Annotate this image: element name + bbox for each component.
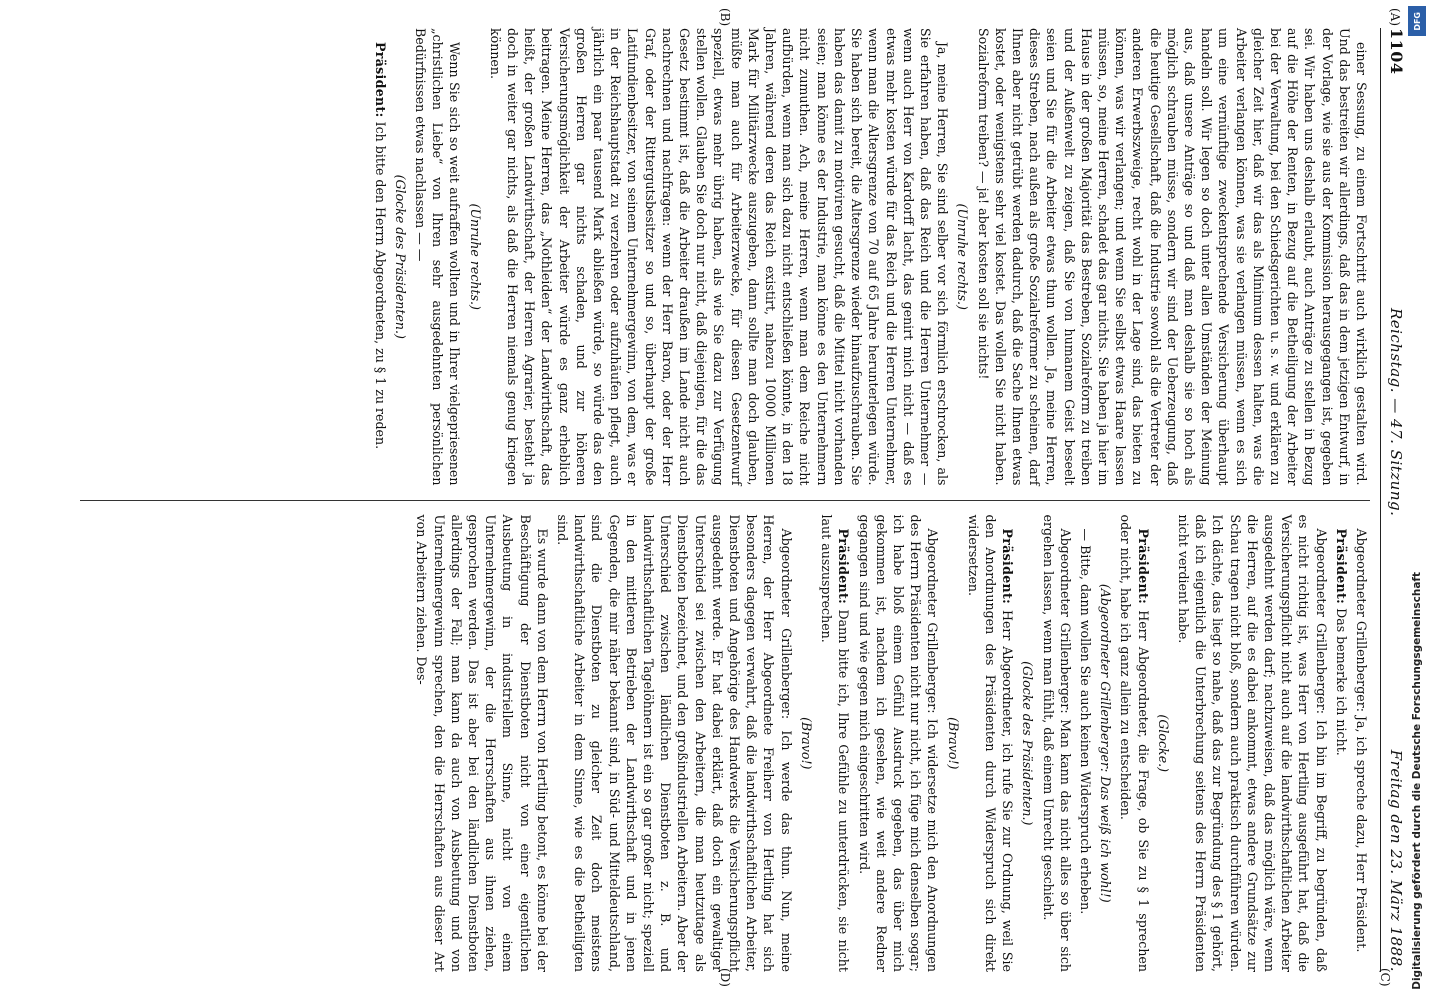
dfg-logo: DFG [1408,6,1426,36]
text-columns [80,28,1370,972]
digitization-note [1406,10,1428,990]
paragraph: Abgeordneter Grillenberger: Man kann das nicht alles so über sich ergehen lassen, wenn man fühlt, daß einem Unrecht geschieht. [1040,514,1073,972]
paragraph: Ja, meine Herren, Sie sind selber vor sich förmlich erschrocken, als Sie erfahren haben, daß das Reich und die Herren Unternehmer — wenn auch Herr von Kardorff lacht, das genirt mich nicht — daß es etwas mehr kosten würde für das Reich und die Herren Unternehmer, wenn man die Altersgrenze von 70 auf 65 Jahre herunterlegen würde. Sie haben sich bereit, die Altersgrenze wieder hinaufzuschrauben. Sie haben das damit zu motiviren gesucht, daß die Mittel nicht vorhanden seien; man könne es der Industrie, man könne es den Unternehmern nicht zumuthen. Ach, meine Herren, wenn man dem Reiche nicht aufbürden, wenn man sich dazu nicht entschließen könnte, in den 18 Jahren, während deren das Reich existirt, nahezu 10000 Millionen Mark für Militärzwecke auszugeben, dann sollte man doch glauben, müßte man auch für Arbeiterzwecke, für diesen Gesetzentwurf speziell, etwas mehr übrig haben, als wie Sie dazu zur Verfügung stellen wollen. Glauben Sie doch nur nicht, daß diejenigen, für die das Gesetz bestimmt ist, daß die Arbeiter draußen im Lande nicht auch nachrechnen und nachfragen: wenn der Herr Baron, oder der Herr Graf, oder der Rittergutsbesitzer so und so, überhaupt der große Latifundienbesitzer, von seinem Unternehmergewinn, von dem, was er in der Reichshauptstadt zu verzehren oder aufzuhäufen pflegt, auch jährlich ein paar tausend Mark abließen würde, so würde das den großen Herren gar nichts schaden, und zur höheren Versicherungsmöglichkeit der Arbeiter würde es ganz erheblich beitragen. Meine Herren, das „Nothleiden“ der Landwirthschaft, das heißt, der großen Landwirthschaft, der Herren Agrarier, besteht ja doch in weiter gar nichts, als daß die Herren niemals genug kriegen können. [487,28,951,486]
speaker-name: Präsident: [836,528,852,605]
paragraph [818,515,852,973]
interjection: (Bravo!) [945,717,961,770]
margin-mark-b: (B) [718,8,732,27]
paragraph [371,28,388,486]
speech-text: Das bemerke ich nicht. [1333,608,1349,756]
paragraph: Es wurde dann von dem Herrn von Hertling betont, es könne bei der Beschäftigung der Dienstboten nicht von einer eigentlichen Ausbeutung in industriellem Sinne, nicht von einem Unternehmergewinn, der die Herrschaften aus ihnen ziehen, gesprochen werden. Das ist aber bei den ländlichen Dienstboten allerdings der Fall; man kann da auch von Ausbeutung und von Unternehmergewinn sprechen, den die Herrschaften aus dieser Art von Arbeitern ziehen. Des- [414,514,550,972]
margin-mark-c: (C) [1378,968,1392,987]
paragraph: Abgeordneter Grillenberger: Ja, ich spreche dazu, Herr Präsident. [1354,528,1369,953]
paragraph: einer Sessung, zu einem Fortschritt auch wirklich gestalten wird. Und das bestreiten wir allerdings, daß das in dem jetzigen Entwurf, in der Vorlage, wie sie aus der Kommission herausgegangen ist, gegeben sei. Wir haben uns deshalb erlaubt, auch Anträge zu stellen in Bezug auf die Höhe der Renten, in Bezug auf die Betheiligung der Arbeiter bei der Verwaltung, bei den Schiedsgerichten u. s. w. und erklären zu gleicher Zeit hier, daß wir das als Minimum dessen halten, was die Arbeiter verlangen können, was sie verlangen müssen, wenn es sich um eine vernünftige zweckentsprechende Versicherung überhaupt handeln soll. Wir legen so doch unter allen Umständen der Meinung aus, daß unsere Anträge so und daß man deshalb sie so hoch als möglich schrauben müsse, sondern wir sind der Ueberzeugung, daß die heutige Gesellschaft, daß die Industrie sowohl als die Vertreter der anderen Erwerbszweige, recht wohl in der Lage sind, das bieten zu können, was wir verlangen; und wenn Sie selbst etwas Haare lassen müssen, so, meine Herren, schadet das gar nichts. Sie haben ja hier im Hause in der großen Majorität das Bestreben, Sozialreform zu treiben und der Außenwelt zu zeigen, daß Sie von humanem Geist beseelt seien und Sie für die Arbeiter etwas thun wollen. Ja, meine Herren, dieses Streben, nach außen als große Sozialreformer zu scheinen, darf Ihnen aber nicht getrübt werden dadurch, daß die Sache Ihnen etwas kostet, oder wenigstens sehr viel kostet. Das wollen Sie nicht haben. Sozialreform treiben? — ja! aber kosten soll sie nichts! [975,28,1369,486]
header-date: Freitag den 23. März 1888. [1387,749,1405,972]
margin-mark-a: (A) [1388,8,1402,27]
digitization-note-text: Digitalisierung gefördert durch die Deutsche Forschungsgemeinschaft [1411,572,1423,990]
paragraph [1333,515,1350,973]
column-rule [80,500,1370,501]
speech-text: Ich bitte den Herrn Abgeordneten, zu § 1 zu reden. [372,121,388,450]
interjection: (Unruhe rechts.) [467,203,483,310]
speech-text: Herr Abgeordneter, ich rufe Sie zur Ordnung, weil Sie den Anordnungen des Präsidenten durch Widerspruch sich direkt widersetzen. [965,514,1016,972]
paragraph: Abgeordneter Grillenberger: Ich widersetze mich den Anordnungen des Herrn Präsidenten nicht nur nicht, ich füge mich denselben sogar; ich habe bloß einem Gefühl Ausdruck gegeben, das über mich gekommen ist, nachdem ich gesehen, wie weit andere Redner gegangen sind und wie gegen mich eingeschritten wird. [856,514,941,972]
speaker-name: Präsident: [1000,528,1016,605]
interjection: (Glocke des Präsidenten.) [1020,661,1036,826]
paragraph: Wenn Sie sich so weit aufraffen wollten und in Ihrer vielgepriesenen „christlichen Liebe“ von Ihren sehr ausgedehnten persönlichen Bedürfnissen etwas nachlassen — — [413,28,463,486]
paragraph: Abgeordneter Grillenberger: Ich bin im Begriff, zu begründen, daß es nicht richtig ist, was Herr von Hertling ausgeführt hat, daß die Versicherungspflicht nicht auch auf die landwirthschaftlichen Arbeiter ausgedehnt werden darf; nachzuweisen, daß das möglich wäre, wenn die Herren, auf die es dabei ankommt, etwas andere Grundsätze zur Schau tragen nicht bloß, sondern auch praktisch durchführen würden. Ich dächte, das liegt so nahe, daß das zur Begründung des § 1 gehört, daß ich eigentlich die Unterbrechung seitens des Herrn Präsidenten nicht verdient habe. [1175,514,1329,972]
interjection: (Bravo!) [798,717,814,770]
speech-text: Herr Abgeordneter, die Frage, ob Sie zu § 1 sprechen oder nicht, habe ich ganz allein zu entscheiden. [1118,514,1151,972]
interjection: (Abgeordneter Grillenberger: Das weiß ich wohl!) [1098,583,1114,903]
page-number: 1104 [1387,28,1406,75]
margin-mark-d: (D) [718,968,732,987]
interjection: (Glocke.) [1155,714,1171,773]
right-column [80,515,1370,973]
paragraph [965,515,1017,973]
speaker-name: Präsident: [1333,528,1349,605]
speaker-name: Präsident: [372,42,388,118]
speech-text: Dann bitte ich, Ihre Gefühle zu unterdrücken, sie nicht laut auszusprechen. [819,514,852,972]
paragraph [1117,515,1151,973]
document-page [56,0,1432,1000]
interjection: (Unruhe rechts.) [955,203,971,310]
speaker-name: Präsident: [1135,528,1151,605]
paragraph: Abgeordneter Grillenberger: Ich werde das thun. Nun, meine Herren, der Herr Abgeordnete Freiherr von Hertling hat sich besonders dagegen verwahrt, daß die landwirthschaftlichen Arbeiter, Dienstboten und Angehörige des Handwerks die Versicherungspflicht ausgedehnt werde. Er hat dabei erklärt, daß doch ein gewaltiger Unterschied sei zwischen den Arbeitern, die man heutzutage als Dienstboten bezeichnet, und den großindustriellen Arbeitern. Aber der Unterschied zwischen ländlichen Dienstboten z. B. und landwirthschaftlichen Tagelöhnern ist ein so gar großer nicht; speziell in den mittleren Betrieben der Landwirthschaft und in jenen Gegenden, die mir näher bekannt sind, in Süd- und Mitteldeutschland, sind die Dienstboten zu gleicher Zeit doch meistens landwirthschaftliche Arbeiter in dem Sinne, wie es die Betheiligten sind. [555,514,794,972]
page-header [1380,28,1406,972]
header-session: Reichstag. — 47. Sitzung. [1387,307,1405,517]
interjection: (Glocke des Präsidenten.) [392,174,408,339]
left-column [80,28,1370,486]
paragraph: — Bitte, dann wollen Sie auch keinen Widerspruch erheben. [1077,528,1093,915]
